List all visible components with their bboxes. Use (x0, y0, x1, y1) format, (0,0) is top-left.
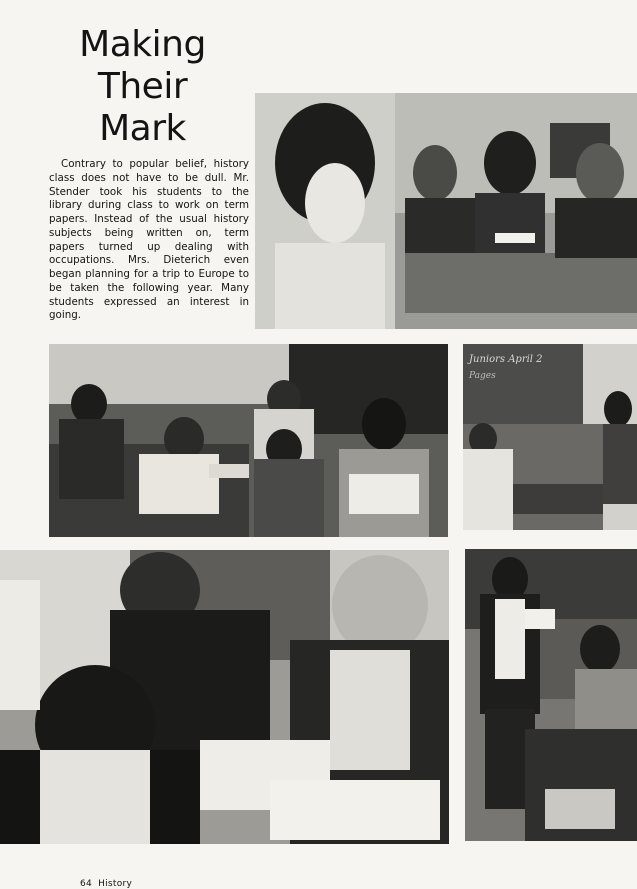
headline-line-1: Making (79, 24, 206, 65)
photo-class-in-library (49, 344, 448, 537)
chalkboard-writing-line-1: Juniors April 2 (469, 354, 543, 365)
headline-line-2: Their (97, 66, 188, 107)
page-number: 64 (80, 879, 93, 889)
headline (40, 24, 245, 150)
section-name: History (98, 879, 133, 889)
photo-students-reading-books (0, 550, 449, 844)
photo-students-writing-at-desks (255, 93, 637, 329)
headline-line-3: Mark (99, 108, 186, 149)
chalkboard-writing-line-2: Pages (469, 371, 496, 381)
photo-teacher-with-paper (465, 549, 637, 841)
body-copy: Contrary to popular belief, history class does not have to be dull. Mr. Stender took his students to the library during class to work on term papers. Instead of the usual history subjects being written on, term papers turned up dealing with occupations. Mrs. Dieterich even began planning for a trip to Europe to be taken the following year. Many students expressed an interest in going. (49, 158, 249, 322)
photo-chalkboard-classroom (463, 344, 637, 530)
